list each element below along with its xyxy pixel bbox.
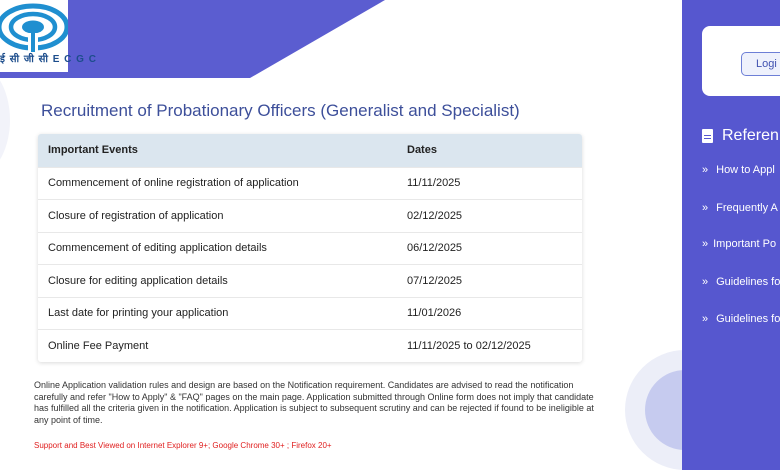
column-header-dates: Dates [397,134,582,167]
table-row [38,265,582,298]
date-cell: 11/11/2025 to 02/12/2025 [397,330,582,363]
reference-link-important-points[interactable] [702,238,776,250]
reference-link-how-to-apply[interactable] [702,164,775,176]
reference-link-label: Frequently A [716,202,778,214]
date-cell: 06/12/2025 [397,232,582,265]
event-cell: Closure for editing application details [38,265,397,298]
right-sidebar [682,0,780,470]
event-cell: Commencement of online registration of application [38,167,397,200]
reference-link-guidelines-1[interactable] [702,276,780,288]
decorative-shape [0,60,10,180]
header-band [0,0,780,78]
login-card [702,26,780,96]
logo-text: ई सी जी सी E C G C [0,54,97,65]
double-chevron-right-icon: » [702,238,709,250]
page-title: Recruitment of Probationary Officers (Generalist and Specialist) [41,101,520,120]
date-cell: 07/12/2025 [397,265,582,298]
double-chevron-right-icon: » [702,202,709,214]
reference-link-label: How to Appl [716,164,775,176]
table-row [38,167,582,200]
ecgc-logo-icon [0,0,68,52]
browser-support-text: Support and Best Viewed on Internet Explorer 9+; Google Chrome 30+ ; Firefox 20+ [34,441,332,450]
table-row [38,232,582,265]
table-row [38,297,582,330]
date-cell: 02/12/2025 [397,200,582,233]
date-cell: 11/11/2025 [397,167,582,200]
login-button[interactable]: Logi [741,52,780,76]
document-icon [702,129,713,143]
important-events-table [38,134,582,362]
reference-heading-label: Referen [722,127,779,144]
table-row [38,330,582,363]
reference-link-label: Important Po [713,238,777,250]
reference-link-label: Guidelines fo [716,276,780,288]
reference-link-faq[interactable] [702,202,778,214]
application-note: Online Application validation rules and design are based on the Notification requirement. Candidates are advised to read the notification carefully and refer "How to Apply" & "FAQ" pages on the main page. Application submitted through Online form does not imply that candidate has fulfilled all the criteria given in the notification. Application is subject to subsequent scrutiny and can be rejected if found to be ineligible at any point of time. [34,380,594,425]
reference-link-label: Guidelines fo [716,313,780,325]
ecgc-logo[interactable] [0,0,97,72]
double-chevron-right-icon: » [702,313,709,325]
double-chevron-right-icon: » [702,164,709,176]
event-cell: Commencement of editing application details [38,232,397,265]
table-header-row [38,134,582,167]
table-row [38,200,582,233]
reference-link-guidelines-2[interactable] [702,313,780,325]
event-cell: Last date for printing your application [38,297,397,330]
date-cell: 11/01/2026 [397,297,582,330]
event-cell: Online Fee Payment [38,330,397,363]
reference-heading [702,127,779,145]
double-chevron-right-icon: » [702,276,709,288]
column-header-events: Important Events [38,134,397,167]
event-cell: Closure of registration of application [38,200,397,233]
